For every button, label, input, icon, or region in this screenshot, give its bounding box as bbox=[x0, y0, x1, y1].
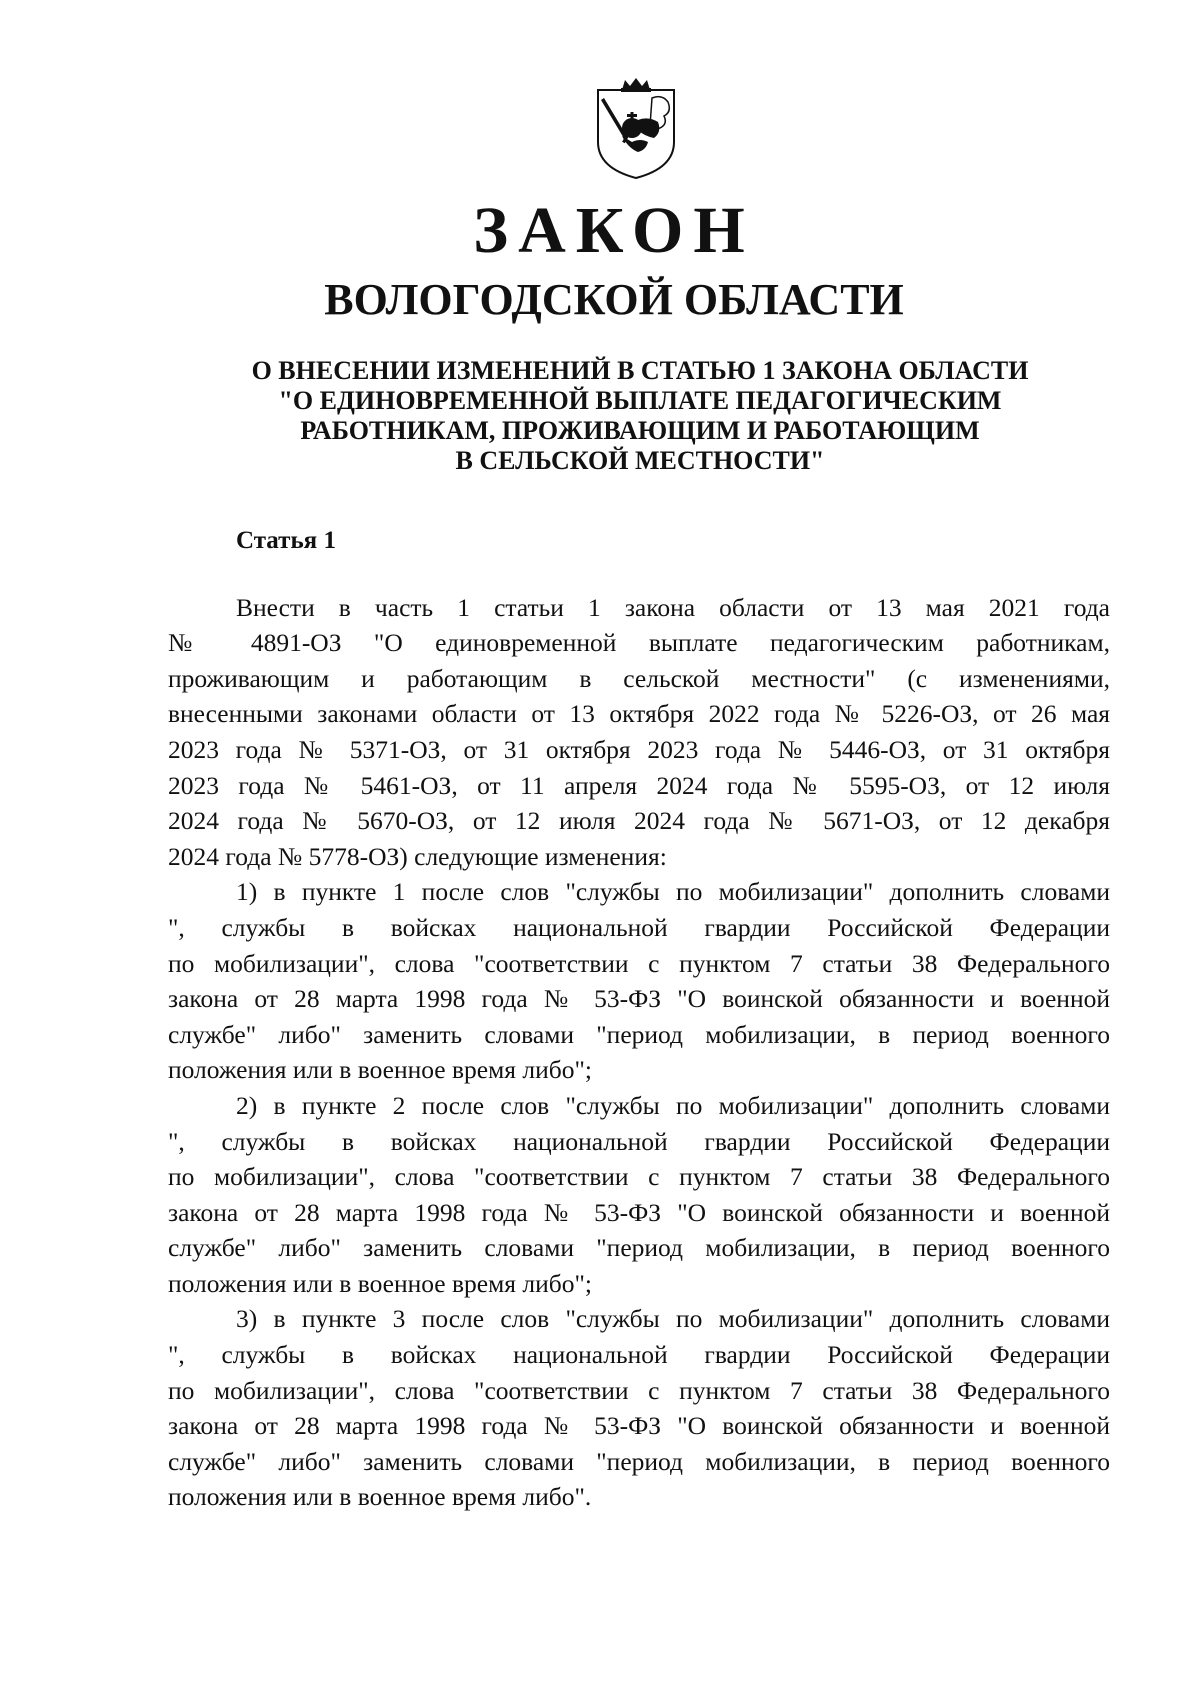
body-line: положения или в военное время либо"; bbox=[168, 1055, 592, 1085]
law-name-line: О ВНЕСЕНИИ ИЗМЕНЕНИЙ В СТАТЬЮ 1 ЗАКОНА ОБЛАСТИ bbox=[251, 356, 1029, 385]
body-line: положения или в военное время либо"; bbox=[168, 1268, 592, 1298]
law-name-line: РАБОТНИКАМ, ПРОЖИВАЮЩИМ И РАБОТАЮЩИМ bbox=[300, 416, 980, 445]
body-line bbox=[168, 554, 1110, 590]
body-line: Внести в часть 1 статьи 1 закона области от 13 мая 2021 года bbox=[236, 592, 1110, 622]
body-line: положения или в военное время либо". bbox=[168, 1482, 592, 1512]
body-line: закона от 28 марта 1998 года № 53-ФЗ "О воинской обязанности и военной bbox=[168, 1411, 1110, 1441]
body-line: по мобилизации", слова "соответствии с пунктом 7 статьи 38 Федерального bbox=[168, 1162, 1110, 1192]
body-line: ", службы в войсках национальной гвардии Российской Федерации bbox=[168, 912, 1110, 942]
body-line: 2024 года № 5778-ОЗ) следующие изменения: bbox=[168, 841, 667, 871]
body-line: 3) в пункте 3 после слов "службы по мобилизации" дополнить словами bbox=[236, 1304, 1110, 1334]
law-name-line: "О ЕДИНОВРЕМЕННОЙ ВЫПЛАТЕ ПЕДАГОГИЧЕСКИМ bbox=[278, 386, 1002, 415]
article-body bbox=[168, 554, 1110, 1515]
law-name-line: В СЕЛЬСКОЙ МЕСТНОСТИ" bbox=[455, 446, 825, 475]
vologda-coat-of-arms-icon bbox=[592, 76, 680, 182]
body-line: 2023 года № 5461-ОЗ, от 11 апреля 2024 года № 5595-ОЗ, от 12 июля bbox=[168, 770, 1110, 800]
body-line: внесенными законами области от 13 октября 2022 года № 5226-ОЗ, от 26 мая bbox=[168, 699, 1110, 729]
document-title: ЗАКОН bbox=[473, 194, 755, 267]
body-line: ", службы в войсках национальной гвардии Российской Федерации bbox=[168, 1126, 1110, 1156]
body-line: № 4891-ОЗ "О единовременной выплате педагогическим работникам, bbox=[168, 628, 1110, 658]
law-name bbox=[200, 356, 1080, 476]
body-line: службе" либо" заменить словами "период мобилизации, в период военного bbox=[168, 1019, 1110, 1049]
body-line: 1) в пункте 1 после слов "службы по мобилизации" дополнить словами bbox=[236, 877, 1110, 907]
body-line: ", службы в войсках национальной гвардии Российской Федерации bbox=[168, 1340, 1110, 1370]
body-line: закона от 28 марта 1998 года № 53-ФЗ "О воинской обязанности и военной bbox=[168, 1197, 1110, 1227]
document-subtitle: ВОЛОГОДСКОЙ ОБЛАСТИ bbox=[324, 275, 904, 324]
body-line: 2024 года № 5670-ОЗ, от 12 июля 2024 года № 5671-ОЗ, от 12 декабря bbox=[168, 806, 1110, 836]
body-line: по мобилизации", слова "соответствии с пунктом 7 статьи 38 Федерального bbox=[168, 1375, 1110, 1405]
body-line: по мобилизации", слова "соответствии с пунктом 7 статьи 38 Федерального bbox=[168, 948, 1110, 978]
body-line: 2023 года № 5371-ОЗ, от 31 октября 2023 года № 5446-ОЗ, от 31 октября bbox=[168, 734, 1110, 764]
article-title: Статья 1 bbox=[236, 527, 336, 554]
body-line: службе" либо" заменить словами "период мобилизации, в период военного bbox=[168, 1233, 1110, 1263]
body-line: закона от 28 марта 1998 года № 53-ФЗ "О воинской обязанности и военной bbox=[168, 984, 1110, 1014]
body-line: проживающим и работающим в сельской местности" (с изменениями, bbox=[168, 663, 1110, 693]
body-line: службе" либо" заменить словами "период мобилизации, в период военного bbox=[168, 1446, 1110, 1476]
body-line: 2) в пункте 2 после слов "службы по мобилизации" дополнить словами bbox=[236, 1090, 1110, 1120]
